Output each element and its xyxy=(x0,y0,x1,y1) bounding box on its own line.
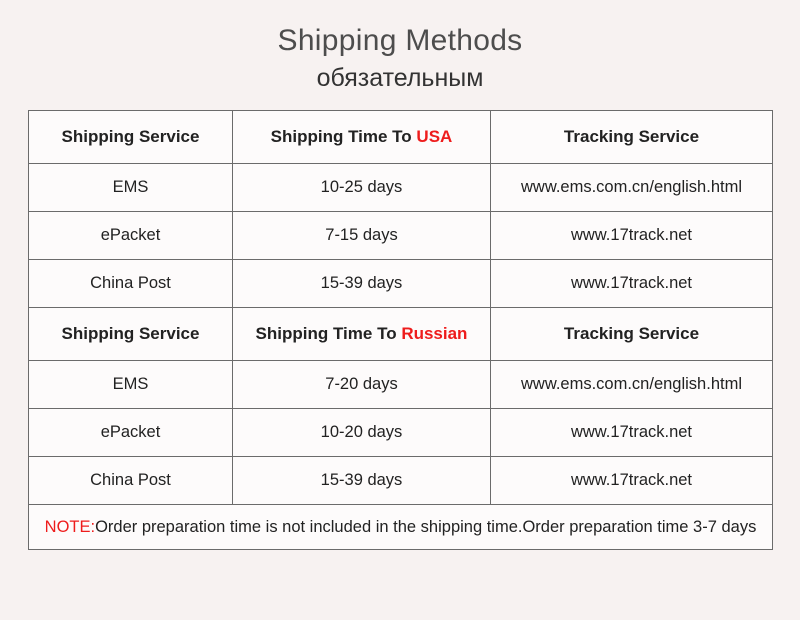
cell-time: 15-39 days xyxy=(233,457,491,505)
column-header-time-prefix: Shipping Time To xyxy=(270,127,417,146)
cell-time: 15-39 days xyxy=(233,260,491,308)
cell-time: 7-15 days xyxy=(233,212,491,260)
page-title: Shipping Methods xyxy=(277,24,523,57)
table-row xyxy=(29,409,773,457)
cell-time: 10-20 days xyxy=(233,409,491,457)
cell-tracking: www.17track.net xyxy=(491,409,773,457)
column-header-tracking: Tracking Service xyxy=(491,111,773,164)
cell-tracking: www.17track.net xyxy=(491,212,773,260)
table-note-row xyxy=(29,505,773,550)
note-text: Order preparation time is not included in the shipping time.Order preparation time 3-7 days xyxy=(95,517,757,536)
column-header-time-prefix: Shipping Time To xyxy=(255,324,402,343)
table-row xyxy=(29,212,773,260)
table-row xyxy=(29,164,773,212)
table-row xyxy=(29,260,773,308)
shipping-table-wrap xyxy=(28,110,772,550)
cell-service: EMS xyxy=(29,164,233,212)
column-header-time-country: USA xyxy=(416,127,453,146)
cell-tracking: www.17track.net xyxy=(491,457,773,505)
table-header-row-russian xyxy=(29,308,773,361)
cell-service: ePacket xyxy=(29,409,233,457)
cell-tracking: www.ems.com.cn/english.html xyxy=(491,361,773,409)
cell-service: China Post xyxy=(29,260,233,308)
cell-tracking: www.ems.com.cn/english.html xyxy=(491,164,773,212)
page-subtitle: обязательным xyxy=(316,63,484,92)
column-header-service: Shipping Service xyxy=(29,308,233,361)
note-cell xyxy=(29,505,773,550)
column-header-time xyxy=(233,308,491,361)
shipping-table xyxy=(28,110,773,550)
column-header-tracking: Tracking Service xyxy=(491,308,773,361)
table-row xyxy=(29,457,773,505)
cell-time: 10-25 days xyxy=(233,164,491,212)
column-header-time xyxy=(233,111,491,164)
title-block xyxy=(0,0,800,94)
cell-service: China Post xyxy=(29,457,233,505)
cell-time: 7-20 days xyxy=(233,361,491,409)
cell-tracking: www.17track.net xyxy=(491,260,773,308)
column-header-time-country: Russian xyxy=(401,324,468,343)
cell-service: ePacket xyxy=(29,212,233,260)
table-header-row-usa xyxy=(29,111,773,164)
cell-service: EMS xyxy=(29,361,233,409)
column-header-service: Shipping Service xyxy=(29,111,233,164)
note-label: NOTE: xyxy=(44,517,96,536)
table-row xyxy=(29,361,773,409)
